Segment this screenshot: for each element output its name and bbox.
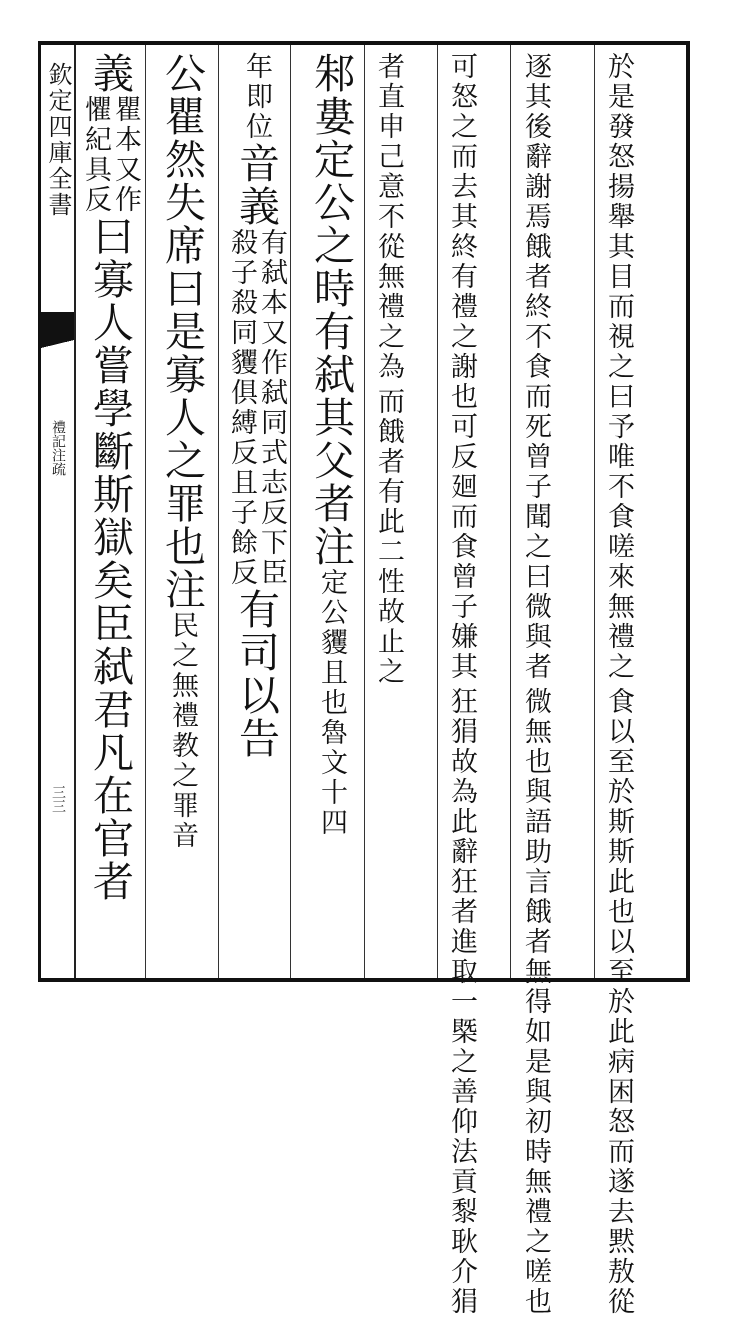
column-rule bbox=[145, 45, 146, 978]
commentary-left-line: 殺子殺同貜俱縛反且子餘反 bbox=[226, 228, 257, 588]
main-text: 公瞿然失席曰是寡人之罪也注 bbox=[158, 52, 206, 611]
main-text: 義 bbox=[86, 52, 134, 95]
frame-right-border bbox=[686, 41, 690, 982]
commentary-right-line: 逐其後辭謝焉餓者終不食而死曾子聞之曰微與者 bbox=[520, 52, 551, 682]
text-column-7 bbox=[152, 52, 212, 851]
text-column-6 bbox=[226, 52, 286, 760]
commentary-left-line: 狂狷故為此辭狂者進取一槩之善仰法貢𪏭耿介狷 bbox=[446, 687, 477, 1317]
column-rule bbox=[290, 45, 291, 978]
main-text: 有司以告 bbox=[232, 588, 280, 760]
commentary-right-line: 者直申己意不從無禮之為 bbox=[373, 52, 404, 382]
column-rule bbox=[364, 45, 365, 978]
main-text: 邾婁定公之時有弑其父者注 bbox=[307, 52, 355, 568]
commentary-right-line: 瞿本又作 bbox=[110, 95, 141, 215]
commentary-right-line: 於是發怒揚舉其目而視之曰予唯不食嗟來無禮之 bbox=[603, 52, 634, 682]
fishtail-mark-tail bbox=[41, 340, 74, 348]
commentary-text: 年即位 bbox=[241, 52, 272, 142]
text-column-4 bbox=[370, 52, 406, 687]
commentary-right-line: 可怒之而去其終有禮之謝也可反廻而食曾子嫌其 bbox=[446, 52, 477, 682]
main-text: 曰寡人嘗學斷斯獄矣臣弑君凡在官者 bbox=[86, 215, 134, 903]
page-number: 三三 bbox=[50, 785, 66, 813]
column-rule bbox=[594, 45, 595, 978]
text-column-8 bbox=[80, 52, 140, 903]
fishtail-mark bbox=[41, 312, 74, 340]
commentary-right-line: 有弑本又作弑同式志反下臣 bbox=[256, 228, 287, 588]
commentary-text: 定公貜且也魯文十四 bbox=[316, 568, 347, 838]
text-column-2 bbox=[517, 52, 553, 1317]
commentary-text: 民之無禮教之罪音 bbox=[167, 611, 198, 851]
text-column-1 bbox=[600, 52, 636, 1317]
frame-bottom-border bbox=[38, 978, 690, 982]
commentary-left-line: 懼紀具反 bbox=[80, 95, 111, 215]
column-rule bbox=[510, 45, 511, 978]
commentary-left-line: 食以至於斯斯此也以至於此病困怒而遂去黙敖從 bbox=[603, 687, 634, 1317]
commentary-left-line: 微無也與語助言餓者無得如是與初時無禮之嗟也 bbox=[520, 687, 551, 1317]
margin-divider bbox=[74, 45, 76, 978]
main-text-yinyi: 音義 bbox=[232, 142, 280, 228]
collection-title: 欽定四庫全書 bbox=[44, 62, 72, 218]
column-rule bbox=[437, 45, 438, 978]
book-title: 禮記注疏 bbox=[50, 420, 66, 476]
column-rule bbox=[218, 45, 219, 978]
text-column-5 bbox=[302, 52, 360, 838]
commentary-left-line: 而餓者有此二性故止之 bbox=[373, 387, 404, 688]
text-column-3 bbox=[443, 52, 479, 1317]
